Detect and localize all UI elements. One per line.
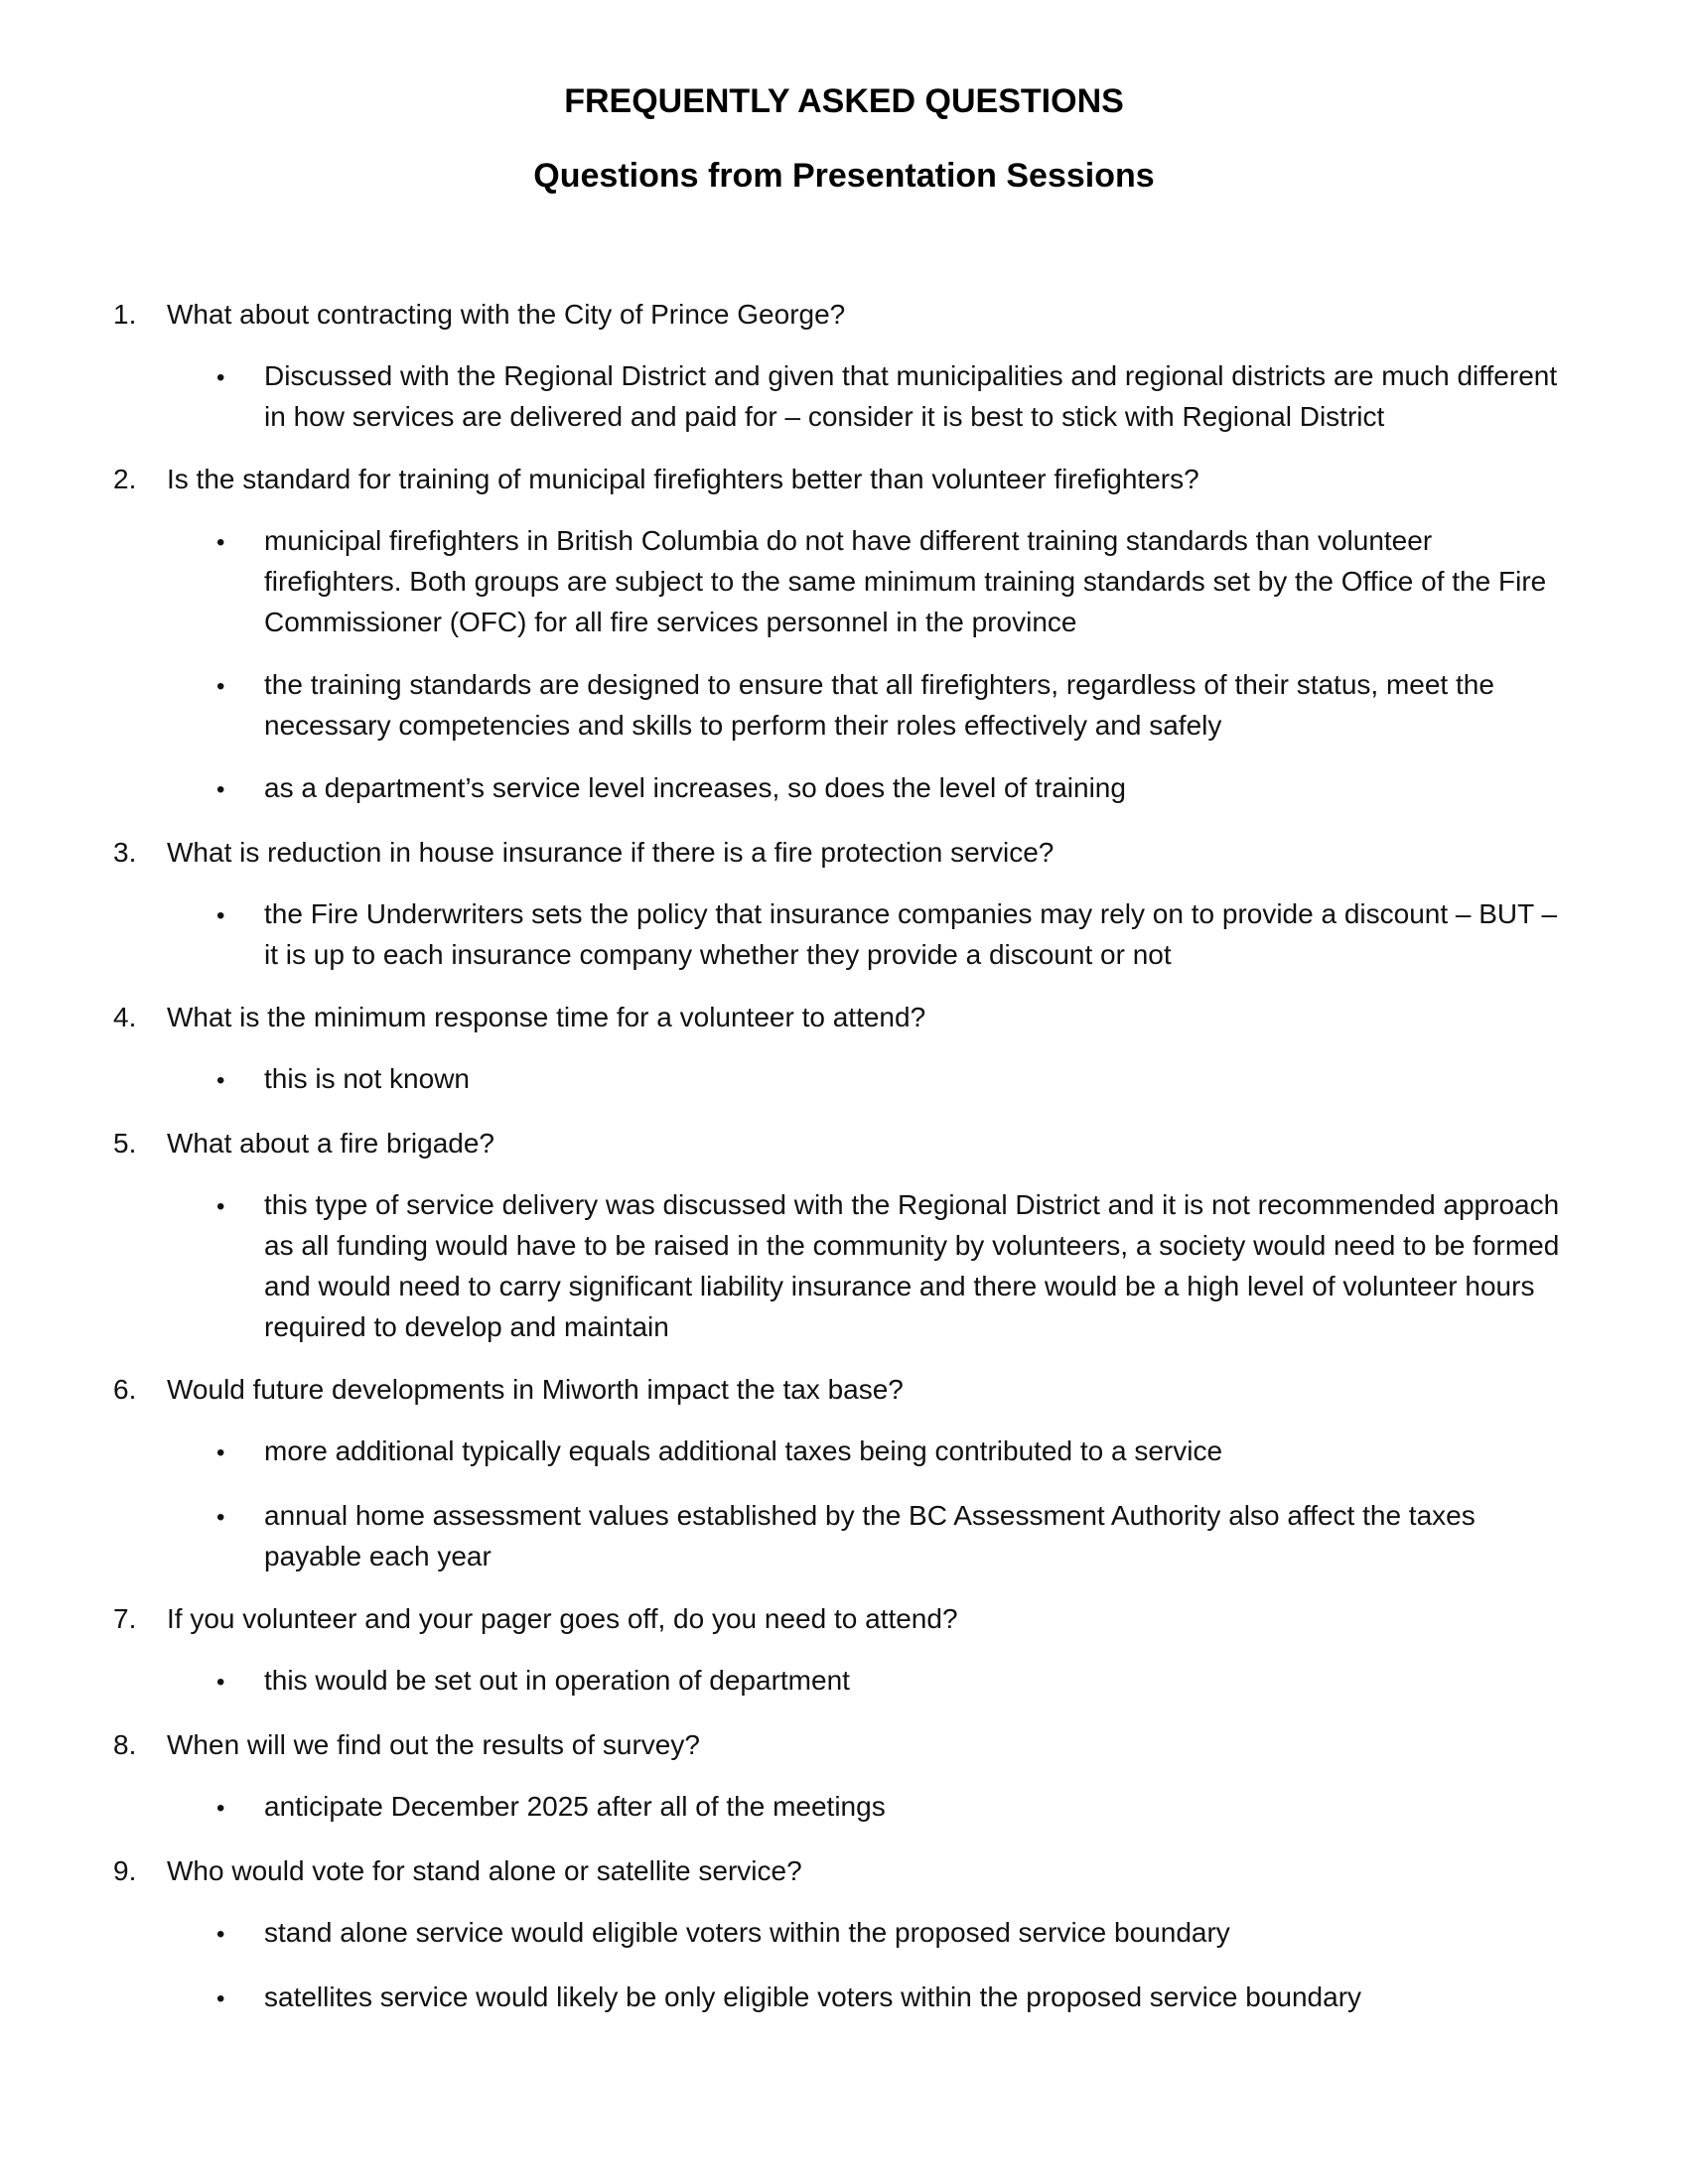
bullet-icon: • — [216, 529, 225, 556]
answer-text: the Fire Underwriters sets the policy that insurance companies may rely on to provide a discount – BUT – it is up to each insurance company whether they provide a discount or not — [264, 898, 1558, 970]
faq-question — [113, 1369, 1563, 1410]
answer-item — [113, 1912, 1563, 1955]
answer-list — [113, 1660, 1563, 1703]
page-subtitle: Questions from Presentation Sessions — [533, 157, 1155, 195]
answer-item — [113, 355, 1563, 437]
faq-question — [113, 459, 1563, 499]
answer-text: this is not known — [264, 1063, 470, 1094]
answer-item — [113, 1495, 1563, 1576]
answer-item — [113, 1786, 1563, 1829]
answer-item — [113, 1660, 1563, 1703]
question-number: 3. — [113, 837, 137, 868]
bullet-icon: • — [216, 1439, 225, 1466]
bullet-icon: • — [216, 364, 225, 391]
answer-list — [113, 1431, 1563, 1576]
faq-question — [113, 1123, 1563, 1163]
answer-list — [113, 1786, 1563, 1829]
question-number: 6. — [113, 1374, 137, 1405]
answer-item — [113, 893, 1563, 975]
question-number: 4. — [113, 1002, 137, 1032]
answer-item — [113, 664, 1563, 746]
answer-text: stand alone service would eligible voters within the proposed service boundary — [264, 1917, 1230, 1948]
faq-item — [113, 1123, 1563, 1347]
bullet-icon: • — [216, 902, 225, 929]
question-number: 2. — [113, 464, 137, 494]
question-number: 7. — [113, 1603, 137, 1634]
faq-item — [113, 294, 1563, 437]
question-text: What about contracting with the City of Prince George? — [167, 299, 846, 330]
question-text: What is reduction in house insurance if there is a fire protection service? — [167, 837, 1055, 868]
answer-text: annual home assessment values established by the BC Assessment Authority also affect the taxes payable each year — [264, 1500, 1476, 1571]
question-text: What about a fire brigade? — [167, 1128, 494, 1159]
question-text: Would future developments in Miworth impact the tax base? — [167, 1374, 904, 1405]
answer-text: Discussed with the Regional District and given that municipalities and regional districts are much different in how services are delivered and paid for – consider it is best to stick with Regional District — [264, 360, 1558, 432]
answer-list — [113, 1912, 1563, 2019]
faq-list — [113, 294, 1563, 2041]
faq-item — [113, 1598, 1563, 1703]
faq-question — [113, 1850, 1563, 1891]
question-text: Who would vote for stand alone or satellite service? — [167, 1855, 802, 1886]
answer-item — [113, 1431, 1563, 1473]
answer-list — [113, 355, 1563, 437]
question-text: When will we find out the results of survey? — [167, 1729, 700, 1760]
question-number: 8. — [113, 1729, 137, 1760]
question-text: Is the standard for training of municipal firefighters better than volunteer firefighters? — [167, 464, 1199, 494]
question-number: 9. — [113, 1855, 137, 1886]
bullet-icon: • — [216, 1067, 225, 1094]
faq-question — [113, 832, 1563, 873]
page-title: FREQUENTLY ASKED QUESTIONS — [564, 82, 1124, 120]
bullet-icon: • — [216, 1985, 225, 2012]
faq-question — [113, 294, 1563, 335]
faq-item — [113, 1850, 1563, 2019]
faq-item — [113, 832, 1563, 975]
answer-text: satellites service would likely be only eligible voters within the proposed service boundary — [264, 1981, 1362, 2012]
answer-item — [113, 1977, 1563, 2019]
answer-text: this type of service delivery was discussed with the Regional District and it is not recommended approach as all funding would have to be raised in the community by volunteers, a society would need to be formed and would need to carry significant liability insurance and there would be a high level of volunteer hours required to develop and maintain — [264, 1189, 1560, 1342]
faq-item — [113, 1369, 1563, 1576]
bullet-icon: • — [216, 1669, 225, 1696]
question-text: If you volunteer and your pager goes off, do you need to attend? — [167, 1603, 958, 1634]
answer-list — [113, 893, 1563, 975]
question-number: 1. — [113, 299, 137, 330]
answer-item — [113, 520, 1563, 642]
faq-item — [113, 997, 1563, 1101]
answer-list — [113, 520, 1563, 810]
answer-list — [113, 1058, 1563, 1101]
bullet-icon: • — [216, 1921, 225, 1948]
faq-question — [113, 997, 1563, 1037]
answer-item — [113, 767, 1563, 810]
bullet-icon: • — [216, 1193, 225, 1220]
bullet-icon: • — [216, 776, 225, 803]
faq-question — [113, 1724, 1563, 1765]
answer-text: anticipate December 2025 after all of the meetings — [264, 1791, 886, 1822]
answer-text: the training standards are designed to ensure that all firefighters, regardless of their status, meet the necessary competencies and skills to perform their roles effectively and safely — [264, 669, 1494, 741]
question-number: 5. — [113, 1128, 137, 1159]
bullet-icon: • — [216, 1795, 225, 1822]
answer-text: more additional typically equals additional taxes being contributed to a service — [264, 1435, 1223, 1466]
faq-question — [113, 1598, 1563, 1639]
bullet-icon: • — [216, 673, 225, 700]
bullet-icon: • — [216, 1504, 225, 1531]
faq-item — [113, 1724, 1563, 1829]
answer-text: as a department’s service level increases, so does the level of training — [264, 772, 1126, 803]
answer-item — [113, 1184, 1563, 1347]
answer-item — [113, 1058, 1563, 1101]
answer-text: this would be set out in operation of department — [264, 1665, 850, 1696]
answer-list — [113, 1184, 1563, 1347]
question-text: What is the minimum response time for a volunteer to attend? — [167, 1002, 926, 1032]
answer-text: municipal firefighters in British Columbia do not have different training standards than volunteer firefighters. Both groups are subject to the same minimum training standards set by the Office of the Fire Commissioner (OFC) for all fire services personnel in the province — [264, 525, 1547, 637]
faq-item — [113, 459, 1563, 810]
